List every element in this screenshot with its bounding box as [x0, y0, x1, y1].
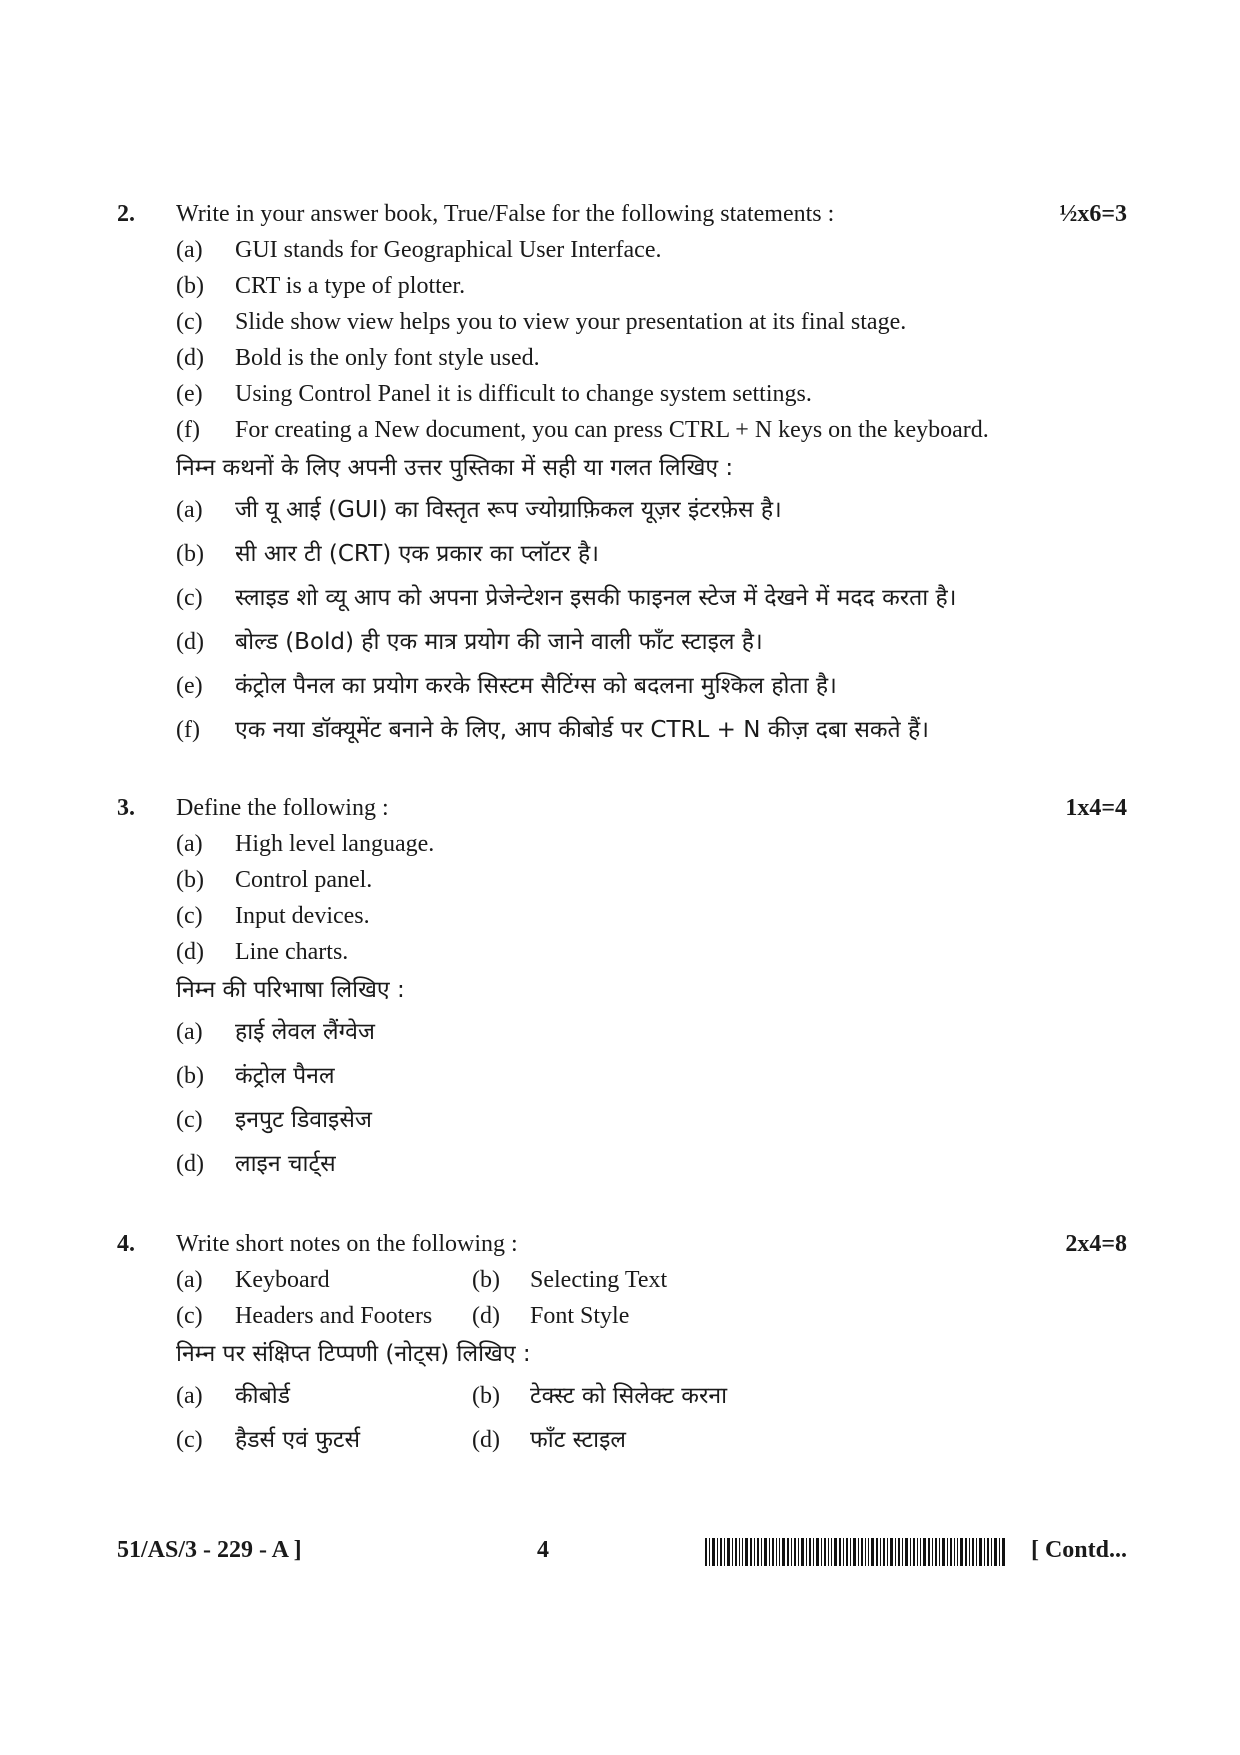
item-label: (d) [176, 1151, 204, 1177]
list-row [117, 1262, 1127, 1298]
list-item [117, 826, 1127, 862]
item-text: Line charts. [235, 939, 349, 965]
list-item [117, 1010, 1127, 1054]
item-text: Input devices. [235, 903, 370, 929]
continued-label: [ Contd... [1030, 1537, 1127, 1563]
list-item [117, 532, 1127, 576]
list-item [117, 1098, 1127, 1142]
item-text: कंट्रोल पैनल का प्रयोग करके सिस्टम सैटिंग्स को बदलना मुश्किल होता है। [235, 673, 837, 699]
list-item [117, 576, 1127, 620]
item-text: फॉंट स्टाइल [530, 1427, 626, 1453]
item-label: (b) [176, 541, 204, 567]
question-header [117, 1226, 1127, 1262]
list-item [117, 488, 1127, 532]
list-item [117, 620, 1127, 664]
item-text: स्लाइड शो व्यू आप को अपना प्रेजेन्टेशन इसकी फाइनल स्टेज में देखने में मदद करता है। [235, 585, 957, 611]
list-item [117, 898, 1127, 934]
item-label: (d) [472, 1427, 500, 1453]
question-4 [117, 1226, 1127, 1462]
item-label: (b) [176, 867, 204, 893]
item-label: (a) [176, 831, 203, 857]
item-label: (d) [472, 1303, 500, 1329]
question-prompt: Write short notes on the following : [176, 1231, 518, 1257]
item-label: (e) [176, 381, 203, 407]
hindi-prompt: निम्न पर संक्षिप्त टिप्पणी (नोट्स) लिखिए : [176, 1341, 531, 1367]
item-label: (d) [176, 629, 204, 655]
item-label: (c) [176, 1303, 203, 1329]
item-text: सी आर टी (CRT) एक प्रकार का प्लॉटर है। [235, 541, 599, 567]
item-label: (a) [176, 1267, 203, 1293]
list-item [117, 340, 1127, 376]
list-item [117, 708, 1127, 752]
question-marks: 2x4=8 [1065, 1231, 1127, 1257]
question-number: 2. [117, 201, 135, 227]
question-prompt: Define the following : [176, 795, 389, 821]
item-text: Selecting Text [530, 1267, 668, 1293]
item-text: बोल्ड (Bold) ही एक मात्र प्रयोग की जाने वाली फॉंट स्टाइल है। [235, 629, 763, 655]
item-label: (b) [176, 273, 204, 299]
hindi-prompt: निम्न की परिभाषा लिखिए : [176, 977, 405, 1003]
list-item [117, 1054, 1127, 1098]
item-label: (c) [176, 309, 203, 335]
item-text: Slide show view helps you to view your presentation at its final stage. [235, 309, 907, 335]
list-item [117, 232, 1127, 268]
question-2 [117, 196, 1127, 752]
item-text: For creating a New document, you can press CTRL + N keys on the keyboard. [235, 417, 989, 443]
list-item [117, 934, 1127, 970]
item-text: Font Style [530, 1303, 630, 1329]
hindi-prompt-line [117, 1334, 1127, 1374]
item-label: (c) [176, 1427, 203, 1453]
item-label: (b) [472, 1383, 500, 1409]
item-text: Using Control Panel it is difficult to change system settings. [235, 381, 812, 407]
item-label: (a) [176, 237, 203, 263]
item-label: (d) [176, 345, 204, 371]
question-prompt: Write in your answer book, True/False for the following statements : [176, 201, 835, 227]
question-marks: 1x4=4 [1065, 795, 1127, 821]
item-text: एक नया डॉक्यूमेंट बनाने के लिए, आप कीबोर्ड पर CTRL + N कीज़ दबा सकते हैं। [235, 717, 929, 743]
item-text: Headers and Footers [235, 1303, 433, 1329]
item-text: High level language. [235, 831, 435, 857]
item-label: (c) [176, 1107, 203, 1133]
list-item [117, 862, 1127, 898]
list-row [117, 1298, 1127, 1334]
page-number: 4 [537, 1537, 549, 1563]
item-text: इनपुट डिवाइसेज [235, 1107, 372, 1133]
item-label: (f) [176, 717, 200, 743]
item-label: (f) [176, 417, 200, 443]
barcode-icon [705, 1538, 1005, 1566]
item-text: टेक्स्ट को सिलेक्ट करना [530, 1383, 728, 1409]
list-item [117, 664, 1127, 708]
item-label: (c) [176, 585, 203, 611]
item-label: (b) [176, 1063, 204, 1089]
question-marks: ½x6=3 [1059, 201, 1127, 227]
page-footer [117, 1530, 1127, 1570]
item-text: CRT is a type of plotter. [235, 273, 466, 299]
list-item [117, 268, 1127, 304]
question-number: 3. [117, 795, 135, 821]
item-label: (e) [176, 673, 203, 699]
item-text: कीबोर्ड [235, 1383, 291, 1409]
item-text: लाइन चार्ट्स [235, 1151, 336, 1177]
list-row [117, 1418, 1127, 1462]
list-row [117, 1374, 1127, 1418]
item-label: (c) [176, 903, 203, 929]
hindi-prompt-line [117, 970, 1127, 1010]
item-label: (d) [176, 939, 204, 965]
list-item [117, 1142, 1127, 1186]
item-label: (b) [472, 1267, 500, 1293]
item-label: (a) [176, 1383, 203, 1409]
item-label: (a) [176, 497, 203, 523]
question-header [117, 790, 1127, 826]
hindi-prompt-line [117, 448, 1127, 488]
question-3 [117, 790, 1127, 1186]
item-text: हाई लेवल लैंग्वेज [235, 1019, 375, 1045]
paper-code: 51/AS/3 - 229 - A ] [117, 1537, 302, 1563]
question-header [117, 196, 1127, 232]
item-text: Keyboard [235, 1267, 330, 1293]
item-text: कंट्रोल पैनल [235, 1063, 335, 1089]
item-text: जी यू आई (GUI) का विस्तृत रूप ज्योग्राफ़िकल यूज़र इंटरफ़ेस है। [235, 497, 782, 523]
item-text: Bold is the only font style used. [235, 345, 540, 371]
item-label: (a) [176, 1019, 203, 1045]
list-item [117, 304, 1127, 340]
list-item [117, 376, 1127, 412]
question-number: 4. [117, 1231, 135, 1257]
item-text: Control panel. [235, 867, 373, 893]
list-item [117, 412, 1127, 448]
hindi-prompt: निम्न कथनों के लिए अपनी उत्तर पुस्तिका में सही या गलत लिखिए : [176, 455, 734, 481]
item-text: हैडर्स एवं फुटर्स [235, 1427, 361, 1453]
item-text: GUI stands for Geographical User Interface. [235, 237, 662, 263]
